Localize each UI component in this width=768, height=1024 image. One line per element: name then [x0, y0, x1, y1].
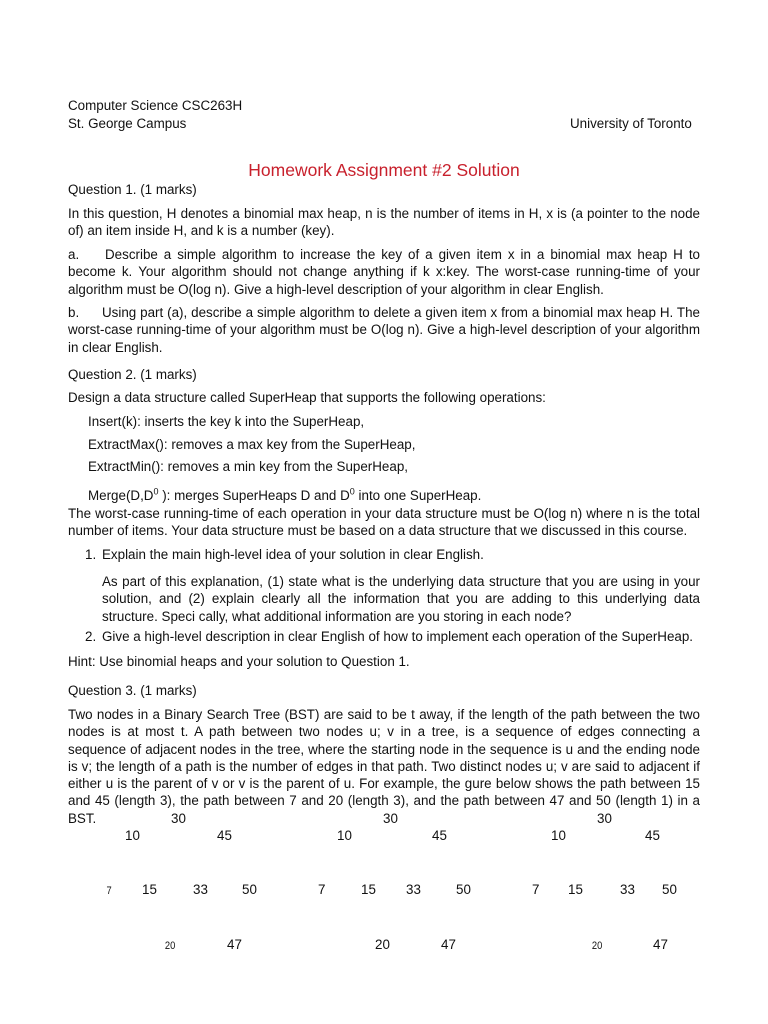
tree3-node-7: 7: [532, 882, 540, 897]
tree1-node-20: 20: [164, 940, 176, 952]
q1-part-b: [68, 304, 700, 356]
op-merge-part3: into one SuperHeap.: [354, 488, 482, 503]
university-name: University of Toronto: [570, 116, 692, 131]
tree2-node-30: 30: [383, 811, 398, 826]
page-title: Homework Assignment #2 Solution: [248, 160, 520, 180]
q3-body: Two nodes in a Binary Search Tree (BST) are said to be t away, if the length of the path between the two nodes is at most t. A path between two nodes u; v in a tree, is a sequence of edges connecting a sequence of adjacent nodes in the tree, where the starting node in the sequence is u and the ending node is v; the length of a path is the number of edges in that path. Two distinct nodes u; v are said to adjacent if either u is the parent of v or v is the parent of u. For example, the gure below shows the path between 15 and 45 (length 3), the path between 7 and 20 (length 3), and the path between 47 and 50 (length 1) in a BST.: [68, 707, 700, 826]
tree3-node-47: 47: [653, 937, 668, 952]
q2-heading: Question 2. (1 marks): [68, 367, 197, 382]
q1-part-b-label: b.: [68, 305, 80, 320]
q2-item1: Explain the main high-level idea of your solution in clear English.: [102, 547, 484, 562]
q1-intro: In this question, H denotes a binomial max heap, n is the number of items in H, x is (a pointer to the node of) an item inside H, and k is a number (key).: [68, 206, 700, 239]
q2-item2-number: 2.: [85, 629, 97, 644]
tree1-node-33: 33: [193, 882, 208, 897]
tree3-node-45: 45: [645, 828, 660, 843]
tree3-node-15: 15: [568, 882, 583, 897]
op-merge: [88, 487, 481, 504]
tree2-node-15: 15: [361, 882, 376, 897]
campus-name: St. George Campus: [68, 116, 187, 131]
tree2-node-33: 33: [406, 882, 421, 897]
tree3-node-10: 10: [551, 828, 566, 843]
q2-intro: Design a data structure called SuperHeap that supports the following operations:: [68, 390, 546, 405]
tree1-node-50: 50: [242, 882, 257, 897]
tree1-node-10: 10: [125, 828, 140, 843]
tree1-node-45: 45: [217, 828, 232, 843]
tree3-node-33: 33: [620, 882, 635, 897]
tree3-node-30: 30: [597, 811, 612, 826]
tree3-node-50: 50: [662, 882, 677, 897]
tree2-node-7: 7: [318, 882, 326, 897]
q1-part-a: [68, 246, 700, 298]
tree2-node-45: 45: [432, 828, 447, 843]
q2-item2: Give a high-level description in clear English of how to implement each operation of the SuperHeap.: [102, 629, 694, 644]
q2-item1-number: 1.: [85, 547, 97, 562]
q2-hint: Hint: Use binomial heaps and your solution to Question 1.: [68, 654, 410, 669]
course-name: Computer Science CSC263H: [68, 98, 243, 113]
op-merge-part2: ): merges SuperHeaps D and D: [158, 488, 350, 503]
op-extractmin: ExtractMin(): removes a min key from the SuperHeap,: [88, 459, 408, 474]
tree2-node-50: 50: [456, 882, 471, 897]
tree1-node-47: 47: [227, 937, 242, 952]
op-merge-part1: Merge(D,D: [88, 488, 154, 503]
tree1-node-15: 15: [142, 882, 157, 897]
bst-figure: [0, 808, 768, 1008]
tree2-node-20: 20: [375, 937, 390, 952]
q3-heading: Question 3. (1 marks): [68, 683, 197, 698]
tree2-node-10: 10: [337, 828, 352, 843]
q1-part-a-label: a.: [68, 247, 80, 262]
q2-item1-detail: As part of this explanation, (1) state what is the underlying data structure that you are using in your solution, and (2) explain clearly all the information that you are adding to this underlying data structure. Speci cally, what additional information are you storing in each node?: [102, 574, 700, 624]
q1-part-b-text: Using part (a), describe a simple algorithm to delete a given item x from a binomial max heap H. The worst-case running-time of your algorithm must be O(log n). Give a high-level description of your algorithm in clear English.: [68, 305, 700, 355]
q1-part-a-text: Describe a simple algorithm to increase the key of a given item x in a binomial max heap H to become k. Your algorithm should not change anything if k x:key. The worst-case running-time of your algorithm must be O(log n). Give a high-level description of your algorithm in clear English.: [68, 247, 700, 297]
tree2-node-47: 47: [441, 937, 456, 952]
q1-heading: Question 1. (1 marks): [68, 182, 197, 197]
q2-running-time: The worst-case running-time of each operation in your data structure must be O(log n) where n is the total number of items. Your data structure must be based on a data structure that we discussed in this course.: [68, 506, 700, 539]
op-merge-sup1: 0: [153, 486, 159, 497]
tree3-node-20: 20: [591, 940, 603, 952]
tree1-node-7: 7: [106, 885, 112, 897]
op-insert: Insert(k): inserts the key k into the SuperHeap,: [88, 414, 365, 429]
op-extractmax: ExtractMax(): removes a max key from the SuperHeap,: [88, 437, 416, 452]
tree1-node-30: 30: [171, 811, 186, 826]
op-merge-sup2: 0: [349, 486, 355, 497]
